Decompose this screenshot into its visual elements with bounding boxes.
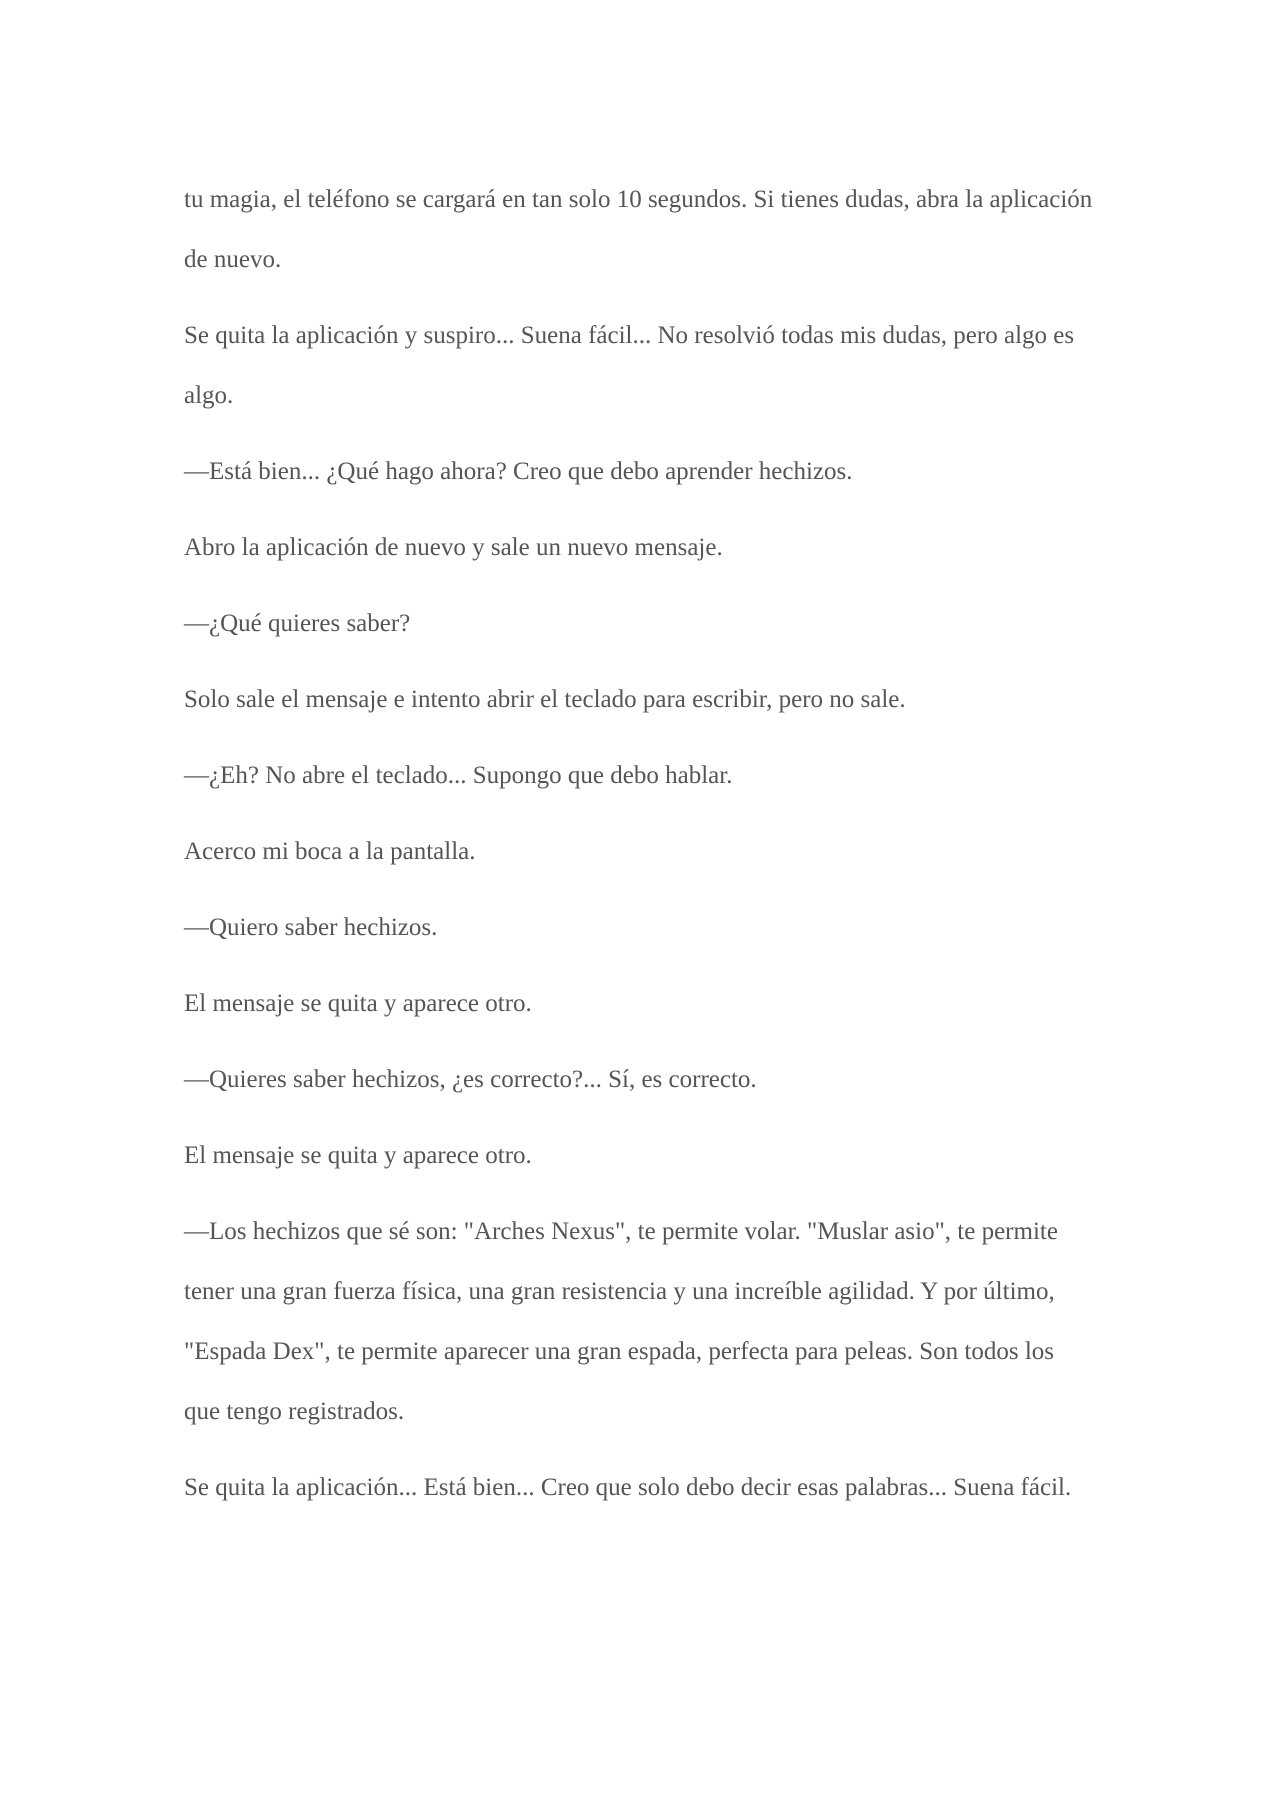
paragraph: —Está bien... ¿Qué hago ahora? Creo que debo aprender hechizos.: [184, 458, 853, 485]
paragraph: Acerco mi boca a la pantalla.: [184, 838, 476, 865]
paragraph: —Los hechizos que sé son: "Arches Nexus", te permite volar. "Muslar asio", te permite tener una gran fuerza física, una gran resistencia y una increíble agilidad. Y por último, "Espada Dex", te permite aparecer una gran espada, perfecta para peleas. Son todos los que tengo registrados.: [184, 1218, 1058, 1425]
paragraph: Abro la aplicación de nuevo y sale un nuevo mensaje.: [184, 534, 723, 561]
paragraph: El mensaje se quita y aparece otro.: [184, 1142, 532, 1169]
paragraph: —¿Eh? No abre el teclado... Supongo que debo hablar.: [184, 762, 733, 789]
paragraph: —Quieres saber hechizos, ¿es correcto?... Sí, es correcto.: [184, 1066, 757, 1093]
paragraph: Se quita la aplicación y suspiro... Suena fácil... No resolvió todas mis dudas, pero algo es algo.: [184, 322, 1075, 409]
paragraph: tu magia, el teléfono se cargará en tan solo 10 segundos. Si tienes dudas, abra la aplicación de nuevo.: [184, 186, 1093, 273]
paragraph: El mensaje se quita y aparece otro.: [184, 990, 532, 1017]
paragraph: Se quita la aplicación... Está bien... Creo que solo debo decir esas palabras... Suena fácil.: [184, 1474, 1072, 1501]
paragraph: —¿Qué quieres saber?: [184, 610, 411, 637]
document-body: [184, 170, 1094, 1534]
paragraph: —Quiero saber hechizos.: [184, 914, 438, 941]
paragraph: Solo sale el mensaje e intento abrir el teclado para escribir, pero no sale.: [184, 686, 906, 713]
